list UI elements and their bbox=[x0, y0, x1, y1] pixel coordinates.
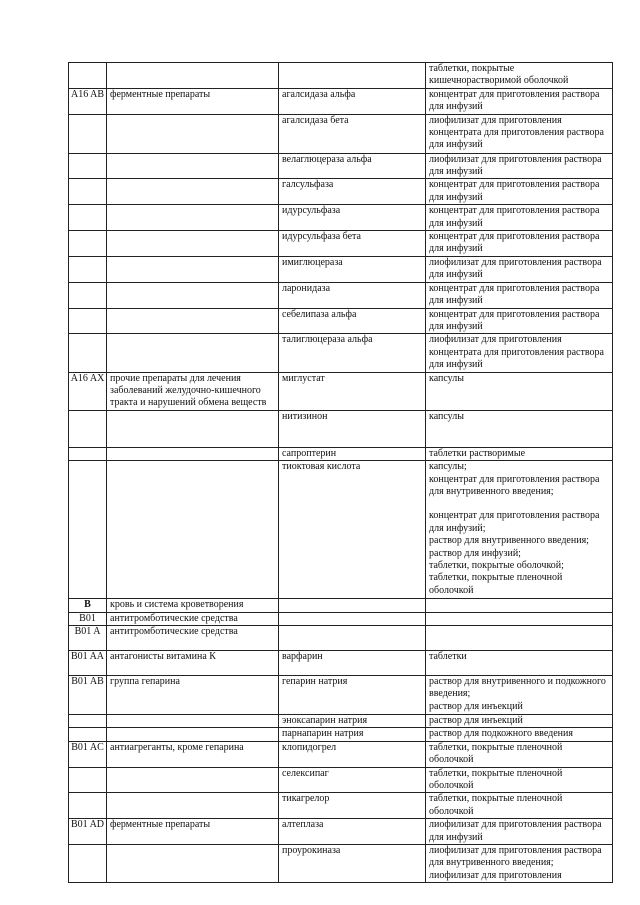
drug-text: велаглюцераза альфа bbox=[282, 153, 372, 165]
group-cell bbox=[107, 63, 279, 89]
group-cell bbox=[107, 88, 279, 114]
code-cell bbox=[69, 819, 107, 845]
table-row bbox=[69, 88, 613, 114]
code-text: A16 AB bbox=[70, 88, 105, 100]
drug-cell bbox=[279, 612, 426, 625]
table-row bbox=[69, 714, 613, 727]
form-line: концентрат для приготовления раствора для инфузий bbox=[429, 205, 600, 229]
form-line: лиофилизат для приготовления раствора для инфузий bbox=[429, 153, 602, 178]
group-cell bbox=[107, 114, 279, 153]
table-row bbox=[69, 793, 613, 819]
code-text: B01 AA bbox=[70, 650, 105, 662]
table-row bbox=[69, 845, 613, 883]
table-row bbox=[69, 599, 613, 612]
code-text: A16 AX bbox=[70, 372, 105, 384]
drug-cell bbox=[279, 308, 426, 334]
drug-text: себелипаза альфа bbox=[282, 308, 357, 320]
drug-cell bbox=[279, 728, 426, 741]
form-line: раствор для внутривенного введения; bbox=[429, 535, 589, 547]
form-line: таблетки bbox=[429, 650, 467, 662]
code-cell bbox=[69, 282, 107, 308]
code-text: B bbox=[84, 599, 91, 611]
form-line: лиофилизат для приготовления раствора для внутривенного введения; bbox=[429, 845, 602, 869]
drug-cell bbox=[279, 625, 426, 650]
form-line: концентрат для приготовления раствора для инфузий bbox=[429, 88, 600, 113]
form-line: таблетки, покрытые пленочной оболочкой bbox=[429, 741, 563, 766]
table-row bbox=[69, 675, 613, 714]
form-line: раствор для внутривенного и подкожного введения; bbox=[429, 675, 606, 700]
drug-text: парнапарин натрия bbox=[282, 728, 364, 740]
group-cell bbox=[107, 153, 279, 179]
drug-cell bbox=[279, 714, 426, 727]
forms-cell bbox=[426, 461, 613, 599]
group-cell bbox=[107, 205, 279, 231]
code-cell bbox=[69, 461, 107, 599]
form-line: таблетки, покрытые пленочной оболочкой bbox=[429, 793, 563, 817]
group-cell bbox=[107, 650, 279, 675]
drug-cell bbox=[279, 205, 426, 231]
table-row bbox=[69, 231, 613, 257]
group-cell bbox=[107, 612, 279, 625]
forms-cell bbox=[426, 334, 613, 372]
group-cell bbox=[107, 308, 279, 334]
group-text: ферментные препараты bbox=[110, 819, 211, 831]
group-cell bbox=[107, 741, 279, 767]
form-line: концентрат для приготовления раствора для инфузий bbox=[429, 179, 600, 203]
code-cell bbox=[69, 714, 107, 727]
table-row bbox=[69, 447, 613, 460]
group-cell bbox=[107, 728, 279, 741]
form-line: раствор для подкожного введения bbox=[429, 728, 573, 740]
forms-cell bbox=[426, 819, 613, 845]
drug-cell bbox=[279, 88, 426, 114]
drug-cell bbox=[279, 179, 426, 205]
table-row bbox=[69, 334, 613, 372]
code-cell bbox=[69, 845, 107, 883]
drug-cell bbox=[279, 153, 426, 179]
group-text: прочие препараты для лечения заболеваний желудочно-кишечного тракта и нарушений обмена веществ bbox=[110, 372, 267, 409]
forms-cell bbox=[426, 153, 613, 179]
group-cell bbox=[107, 410, 279, 447]
forms-cell bbox=[426, 282, 613, 308]
drug-text: варфарин bbox=[282, 650, 323, 662]
drug-text: нитизинон bbox=[282, 410, 328, 422]
code-cell bbox=[69, 179, 107, 205]
forms-cell bbox=[426, 612, 613, 625]
drug-cell bbox=[279, 447, 426, 460]
code-cell bbox=[69, 256, 107, 282]
group-text: антитромботические средства bbox=[110, 625, 238, 637]
group-cell bbox=[107, 599, 279, 612]
group-text: ферментные препараты bbox=[110, 88, 211, 100]
drug-text: ларонидаза bbox=[282, 282, 331, 294]
table-row bbox=[69, 410, 613, 447]
table-row bbox=[69, 728, 613, 741]
drug-text: идурсульфаза bbox=[282, 205, 341, 217]
drug-text: идурсульфаза бета bbox=[282, 231, 361, 243]
drug-text: эноксапарин натрия bbox=[282, 714, 368, 726]
drug-text: агалсидаза альфа bbox=[282, 88, 356, 100]
group-cell bbox=[107, 625, 279, 650]
group-cell bbox=[107, 282, 279, 308]
group-cell bbox=[107, 845, 279, 883]
code-cell bbox=[69, 767, 107, 793]
group-cell bbox=[107, 231, 279, 257]
table-row bbox=[69, 63, 613, 89]
group-cell bbox=[107, 372, 279, 410]
code-cell bbox=[69, 308, 107, 334]
code-cell bbox=[69, 728, 107, 741]
form-line: капсулы; bbox=[429, 461, 467, 473]
drug-list-table bbox=[68, 62, 613, 883]
drug-cell bbox=[279, 845, 426, 883]
code-cell bbox=[69, 153, 107, 179]
group-cell bbox=[107, 334, 279, 372]
table-row bbox=[69, 179, 613, 205]
code-cell bbox=[69, 63, 107, 89]
code-cell bbox=[69, 334, 107, 372]
code-cell bbox=[69, 410, 107, 447]
code-cell bbox=[69, 114, 107, 153]
form-line: раствор для инфузий; bbox=[429, 547, 521, 559]
drug-text: талиглюцераза альфа bbox=[282, 334, 373, 346]
drug-cell bbox=[279, 650, 426, 675]
forms-cell bbox=[426, 714, 613, 727]
drug-cell bbox=[279, 282, 426, 308]
forms-cell bbox=[426, 372, 613, 410]
table-row bbox=[69, 114, 613, 153]
form-line: таблетки растворимые bbox=[429, 447, 526, 459]
table-row bbox=[69, 205, 613, 231]
form-line: концентрат для приготовления раствора для внутривенного введения; bbox=[429, 473, 600, 497]
drug-cell bbox=[279, 599, 426, 612]
form-line: лиофилизат для приготовления bbox=[429, 869, 562, 881]
group-cell bbox=[107, 793, 279, 819]
drug-text: проурокиназа bbox=[282, 845, 341, 857]
form-line: лиофилизат для приготовления концентрата для приготовления раствора для инфузий bbox=[429, 114, 604, 151]
group-text: антагонисты витамина К bbox=[110, 650, 216, 662]
group-cell bbox=[107, 819, 279, 845]
forms-cell bbox=[426, 205, 613, 231]
drug-text: алтеплаза bbox=[282, 819, 324, 831]
code-cell bbox=[69, 447, 107, 460]
forms-cell bbox=[426, 728, 613, 741]
code-text: B01 AD bbox=[70, 819, 105, 831]
form-line: капсулы bbox=[429, 410, 464, 422]
table-row bbox=[69, 256, 613, 282]
form-line: лиофилизат для приготовления раствора для инфузий bbox=[429, 819, 602, 843]
forms-cell bbox=[426, 675, 613, 714]
code-cell bbox=[69, 88, 107, 114]
form-line: концентрат для приготовления раствора для инфузий bbox=[429, 231, 600, 255]
table-row bbox=[69, 741, 613, 767]
drug-cell bbox=[279, 256, 426, 282]
code-text: B01 A bbox=[74, 625, 101, 637]
form-line: раствор для инъекций bbox=[429, 714, 523, 726]
table-row bbox=[69, 153, 613, 179]
form-line: таблетки, покрытые пленочной оболочкой bbox=[429, 767, 563, 791]
group-cell bbox=[107, 767, 279, 793]
forms-cell bbox=[426, 63, 613, 89]
table-row bbox=[69, 625, 613, 650]
drug-text: тикагрелор bbox=[282, 793, 330, 805]
forms-cell bbox=[426, 741, 613, 767]
table-row bbox=[69, 612, 613, 625]
table-row bbox=[69, 372, 613, 410]
form-line: раствор для инъекций bbox=[429, 700, 523, 712]
form-line: концентрат для приготовления раствора для инфузий bbox=[429, 308, 600, 332]
drug-cell bbox=[279, 410, 426, 447]
table-row bbox=[69, 308, 613, 334]
drug-text: гепарин натрия bbox=[282, 675, 348, 687]
drug-cell bbox=[279, 819, 426, 845]
code-cell bbox=[69, 205, 107, 231]
group-text: группа гепарина bbox=[110, 675, 180, 687]
code-cell bbox=[69, 650, 107, 675]
group-cell bbox=[107, 714, 279, 727]
form-line: концентрат для приготовления раствора для инфузий; bbox=[429, 510, 600, 534]
code-cell bbox=[69, 625, 107, 650]
drug-cell bbox=[279, 741, 426, 767]
forms-cell bbox=[426, 767, 613, 793]
drug-cell bbox=[279, 334, 426, 372]
drug-text: имиглюцераза bbox=[282, 256, 343, 268]
table-row bbox=[69, 819, 613, 845]
code-cell bbox=[69, 599, 107, 612]
table-row bbox=[69, 767, 613, 793]
group-cell bbox=[107, 447, 279, 460]
group-text: антитромботические средства bbox=[110, 612, 238, 624]
table-body bbox=[69, 63, 613, 883]
forms-cell bbox=[426, 231, 613, 257]
forms-cell bbox=[426, 625, 613, 650]
table-row bbox=[69, 282, 613, 308]
drug-text: агалсидаза бета bbox=[282, 114, 349, 126]
code-cell bbox=[69, 612, 107, 625]
form-line: таблетки, покрытые bbox=[429, 63, 515, 74]
code-cell bbox=[69, 231, 107, 257]
drug-cell bbox=[279, 114, 426, 153]
form-line: таблетки, покрытые оболочкой; bbox=[429, 560, 564, 571]
code-text: B01 AC bbox=[71, 741, 104, 753]
forms-cell bbox=[426, 650, 613, 675]
group-cell bbox=[107, 179, 279, 205]
code-cell bbox=[69, 675, 107, 714]
form-line: лиофилизат для приготовления раствора для инфузий bbox=[429, 256, 602, 281]
forms-cell bbox=[426, 308, 613, 334]
forms-cell bbox=[426, 179, 613, 205]
form-line bbox=[429, 498, 609, 510]
drug-cell bbox=[279, 793, 426, 819]
drug-text: сапроптерин bbox=[282, 447, 337, 459]
code-text: B01 AB bbox=[71, 675, 104, 687]
forms-cell bbox=[426, 114, 613, 153]
group-cell bbox=[107, 675, 279, 714]
forms-cell bbox=[426, 599, 613, 612]
drug-text: тиоктовая кислота bbox=[282, 461, 361, 473]
forms-cell bbox=[426, 793, 613, 819]
code-cell bbox=[69, 372, 107, 410]
table-row bbox=[69, 461, 613, 599]
code-text: B01 bbox=[79, 612, 96, 624]
group-text: антиагреганты, кроме гепарина bbox=[110, 741, 244, 753]
drug-text: галсульфаза bbox=[282, 179, 334, 191]
code-cell bbox=[69, 741, 107, 767]
drug-text: миглустат bbox=[282, 372, 325, 384]
form-line: капсулы bbox=[429, 372, 464, 384]
drug-cell bbox=[279, 767, 426, 793]
form-line: концентрат для приготовления раствора для инфузий bbox=[429, 282, 600, 307]
forms-cell bbox=[426, 88, 613, 114]
group-text: кровь и система кроветворения bbox=[110, 599, 244, 611]
drug-cell bbox=[279, 675, 426, 714]
drug-text: селексипаг bbox=[282, 767, 329, 779]
form-line: таблетки, покрытые пленочной оболочкой bbox=[429, 572, 563, 596]
table-row bbox=[69, 650, 613, 675]
form-line: лиофилизат для приготовления концентрата для приготовления раствора для инфузий bbox=[429, 334, 604, 371]
drug-cell bbox=[279, 63, 426, 89]
group-cell bbox=[107, 461, 279, 599]
group-cell bbox=[107, 256, 279, 282]
code-cell bbox=[69, 793, 107, 819]
drug-cell bbox=[279, 372, 426, 410]
form-line: кишечнорастворимой оболочкой bbox=[429, 75, 569, 87]
forms-cell bbox=[426, 256, 613, 282]
drug-cell bbox=[279, 231, 426, 257]
forms-cell bbox=[426, 845, 613, 883]
drug-text: клопидогрел bbox=[282, 741, 337, 753]
drug-cell bbox=[279, 461, 426, 599]
forms-cell bbox=[426, 447, 613, 460]
forms-cell bbox=[426, 410, 613, 447]
